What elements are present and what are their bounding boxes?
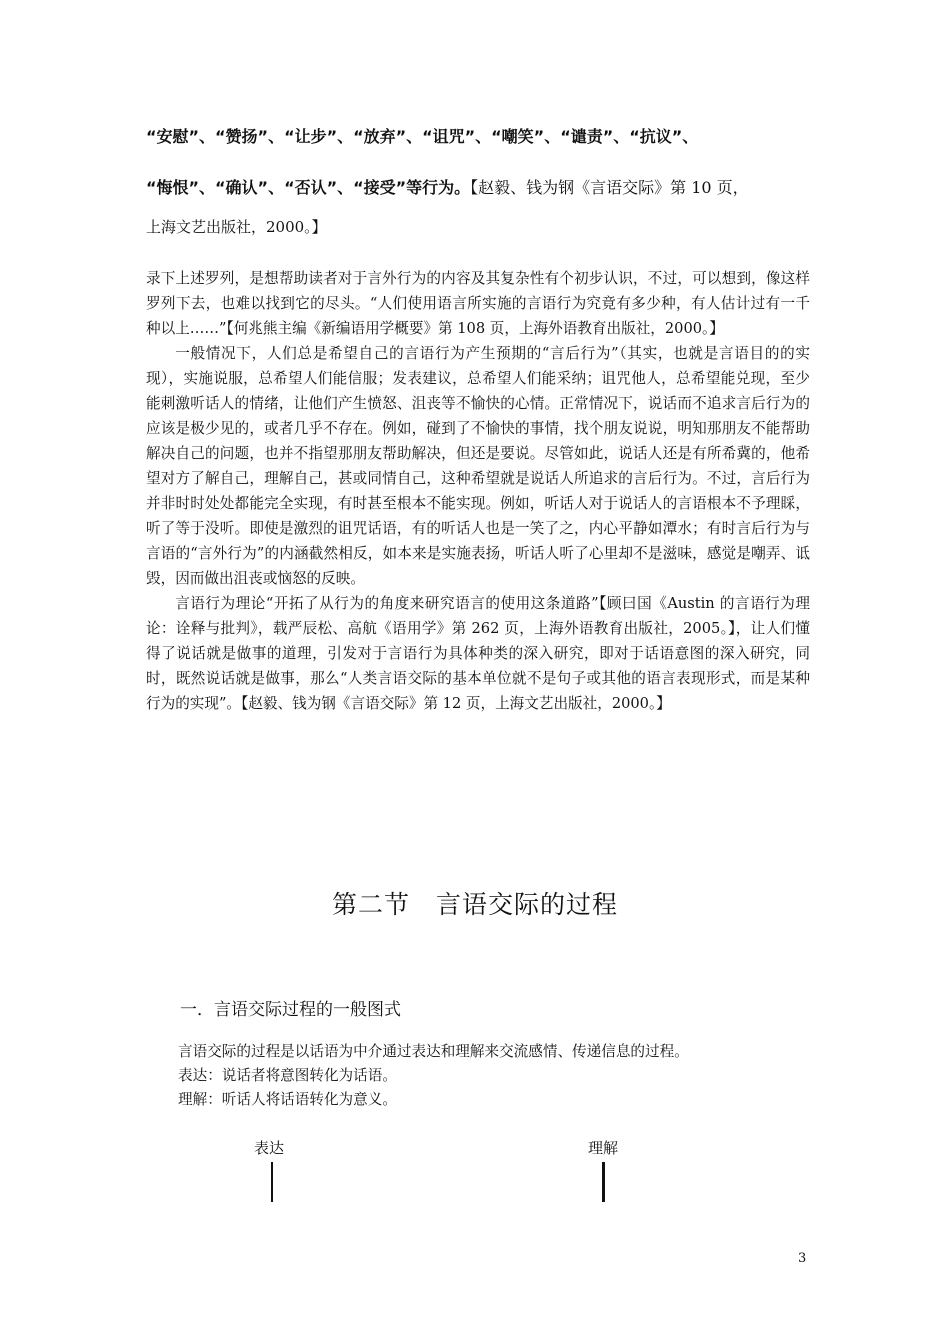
section-title: 第二节 言语交际的过程	[331, 890, 618, 919]
speech-act-list-bold: “悔恨”、“确认”、“否认”、“接受”等行为。	[146, 178, 471, 197]
definitions	[178, 1040, 818, 1112]
paragraph: 言语行为理论“开拓了从行为的角度来研究语言的使用这条道路”【顾曰国《Austin 的言语行为理论：诠释与批判》，载严辰松、高航《语用学》第 262 页，上海外语教育出版社，2005。】，让人们懂得了说话就是做事的道理，引发对于言语行为具体种类的深入研究，即对于话语意图的深入研究，同时，既然说话就是做事，那么“人类言语交际的基本单位就不是句子或其他的语言表现形式，而是某种行为的实现”。【赵毅、钱为钢《言语交际》第 12 页，上海文艺出版社，2000。】	[146, 595, 810, 712]
citation-continued: 上海文艺出版社，2000。】	[146, 218, 327, 236]
diagram-line-left	[271, 1162, 273, 1202]
subsection-title: 一．言语交际过程的一般图式	[180, 1000, 401, 1020]
diagram-line-right	[602, 1162, 605, 1202]
page-number: 3	[798, 1251, 807, 1266]
diagram-label-understanding: 理解	[588, 1139, 619, 1157]
diagram-label-expression: 表达	[254, 1139, 285, 1157]
speech-act-list-line-1: “安慰”、“赞扬”、“让步”、“放弃”、“诅咒”、“嘲笑”、“谴责”、“抗议”、	[146, 127, 699, 146]
speech-act-list-line-2	[146, 178, 810, 198]
paragraph: 一般情况下，人们总是希望自己的言语行为产生预期的“言后行为”（其实，也就是言语目的的实现），实施说服，总希望人们能信服；发表建议，总希望人们能采纳；诅咒他人，总希望能兑现，至少能刺激听话人的情绪，让他们产生愤怒、沮丧等不愉快的心情。正常情况下，说话而不追求言后行为的应该是极少见的，或者几乎不存在。例如，碰到了不愉快的事情，找个朋友说说，明知那朋友不能帮助解决自己的问题，也并不指望那朋友帮助解决，但还是要说。尽管如此，说话人还是有所希冀的，他希望对方了解自己，理解自己，甚或同情自己，这种希望就是说话人所追求的言后行为。不过，言后行为并非时时处处都能完全实现，有时甚至根本不能实现。例如，听话人对于说话人的言语根本不予理睬，听了等于没听。即使是激烈的诅咒话语，有的听话人也是一笑了之，内心平静如潭水；有时言后行为与言语的“言外行为”的内涵截然相反，如本来是实施表扬，听话人听了心里却不是滋味，感觉是嘲弄、诋毁，因而做出沮丧或恼怒的反映。	[146, 345, 810, 587]
definition-line: 言语交际的过程是以话语为中介通过表达和理解来交流感情、传递信息的过程。	[178, 1043, 689, 1060]
citation: 【赵毅、钱为钢《言语交际》第 10 页，	[470, 178, 749, 197]
paragraph: 录下上述罗列，是想帮助读者对于言外行为的内容及其复杂性有个初步认识，不过，可以想到，像这样罗列下去，也难以找到它的尽头。“人们使用语言所实施的言语行为究竟有多少种，有人估计过有一千种以上……”【何兆熊主编《新编语用学概要》第 108 页，上海外语教育出版社，2000。】	[146, 270, 810, 337]
definition-line: 表达：说话者将意图转化为话语。	[178, 1067, 397, 1084]
definition-line: 理解：听话人将话语转化为意义。	[178, 1091, 397, 1108]
body-paragraphs	[146, 266, 810, 716]
